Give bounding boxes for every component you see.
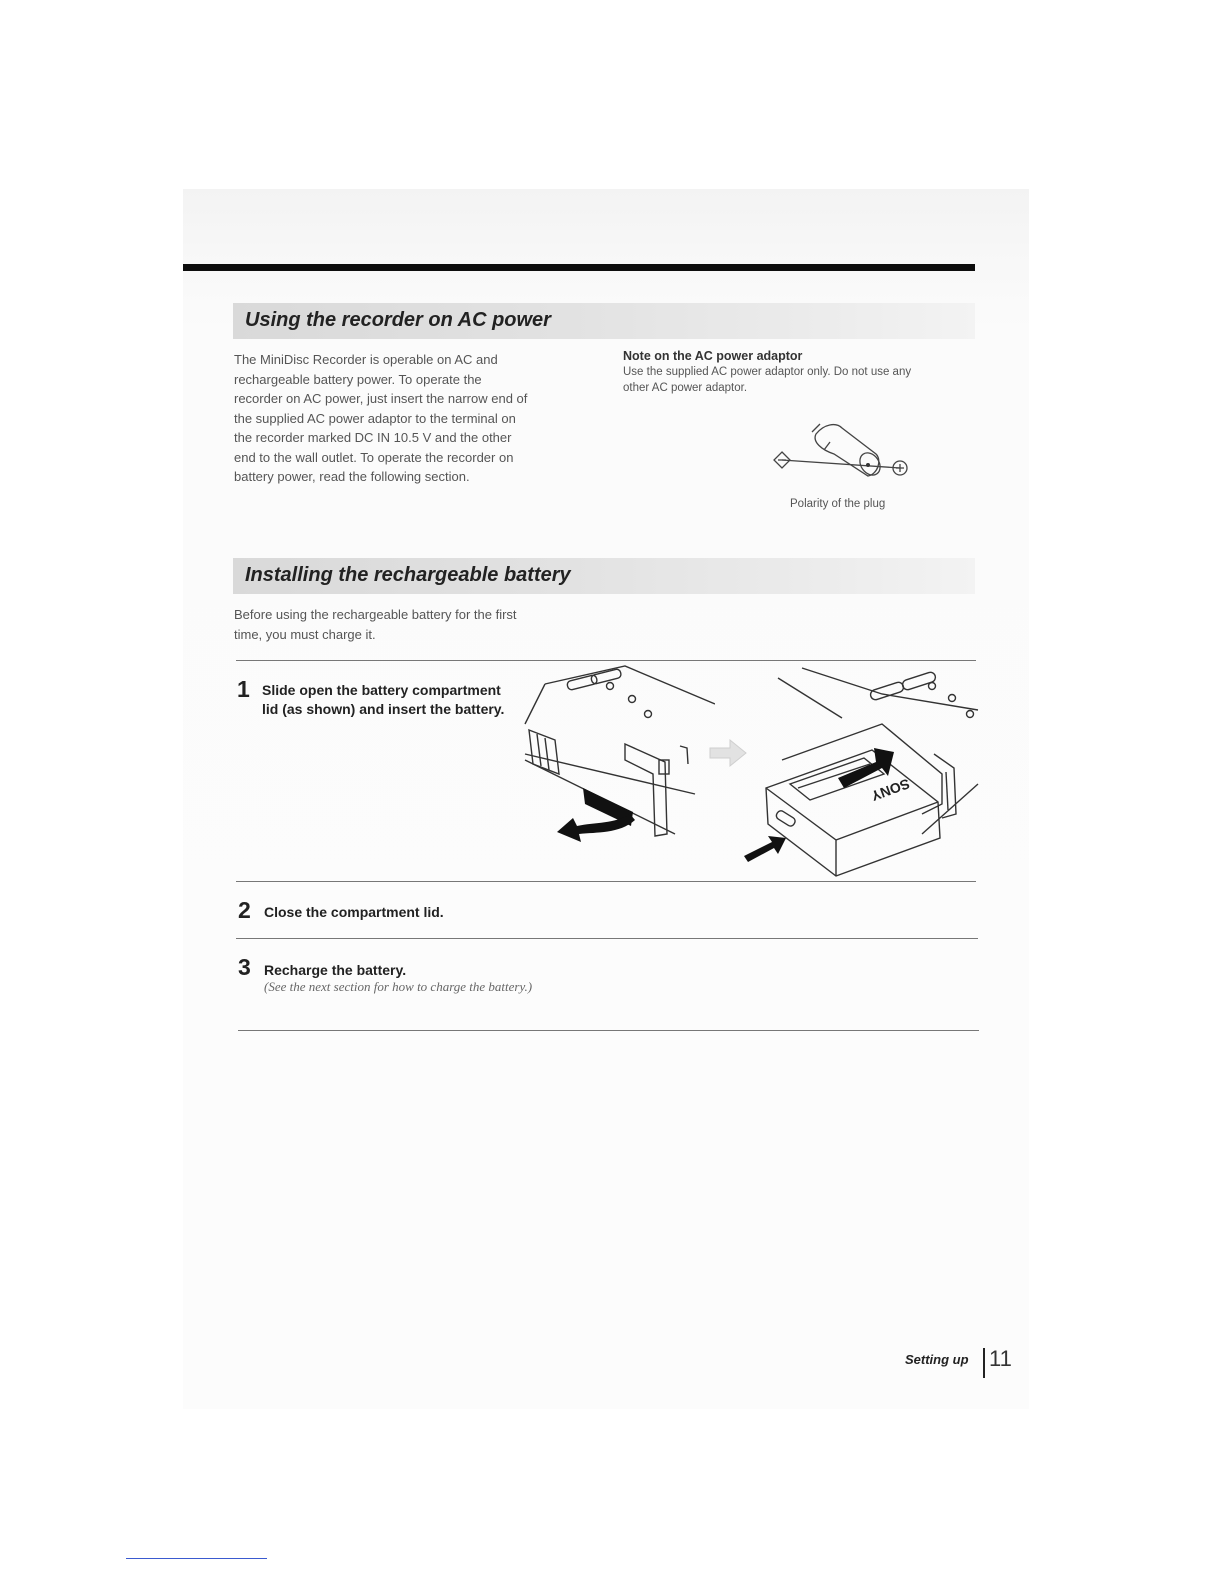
note-title: Note on the AC power adaptor [623, 349, 803, 363]
top-rule [183, 264, 975, 271]
step-number: 3 [238, 954, 251, 980]
footer-divider [983, 1348, 985, 1378]
text-line: Slide open the battery compartment [262, 682, 501, 698]
note-body [623, 364, 983, 396]
text-line: recorder on AC power, just insert the narrow end of [234, 391, 528, 406]
plug-caption: Polarity of the plug [790, 498, 886, 510]
section-header-battery [233, 558, 975, 594]
text-line: lid (as shown) and insert the battery. [262, 701, 505, 717]
battery-compartment-open-illustration [515, 664, 715, 844]
text-line: other AC power adaptor. [623, 382, 748, 394]
plug-polarity-icon [772, 418, 914, 490]
divider [238, 1030, 979, 1031]
text-line: Before using the rechargeable battery for the first [234, 607, 517, 622]
battery-brand-label: SONY [869, 775, 912, 805]
text-line: end to the wall outlet. To operate the recorder on [234, 449, 514, 465]
divider [236, 881, 976, 882]
step-text [262, 681, 542, 719]
step-number: 1 [237, 676, 250, 702]
text-line: rechargeable battery power. To operate the [234, 371, 482, 387]
footer-section-label: Setting up [905, 1352, 969, 1367]
bottom-link-underline[interactable] [126, 1558, 267, 1559]
divider [236, 938, 978, 939]
text-line: Use the supplied AC power adaptor only. Do not use any [623, 366, 912, 378]
text-line: time, you must charge it. [234, 626, 376, 642]
divider [236, 660, 976, 661]
section-title: Using the recorder on AC power [245, 309, 551, 331]
battery-insert-illustration [742, 664, 980, 882]
page-number: 11 [989, 1346, 1012, 1371]
text-line: battery power, read the following section. [234, 469, 470, 484]
step-number: 2 [238, 897, 251, 923]
text-line: the recorder marked DC IN 10.5 V and the other [234, 430, 512, 445]
step-text: Close the compartment lid. [264, 904, 444, 920]
section-header-ac-power [233, 303, 975, 339]
step-text: Recharge the battery. [264, 962, 407, 978]
section-title: Installing the rechargeable battery [245, 564, 571, 586]
text-line: the supplied AC power adaptor to the terminal on [234, 410, 516, 426]
battery-intro [234, 605, 604, 644]
step-sub: (See the next section for how to charge the battery.) [264, 979, 533, 994]
ac-power-paragraph [234, 350, 604, 487]
text-line: The MiniDisc Recorder is operable on AC and [234, 352, 498, 367]
